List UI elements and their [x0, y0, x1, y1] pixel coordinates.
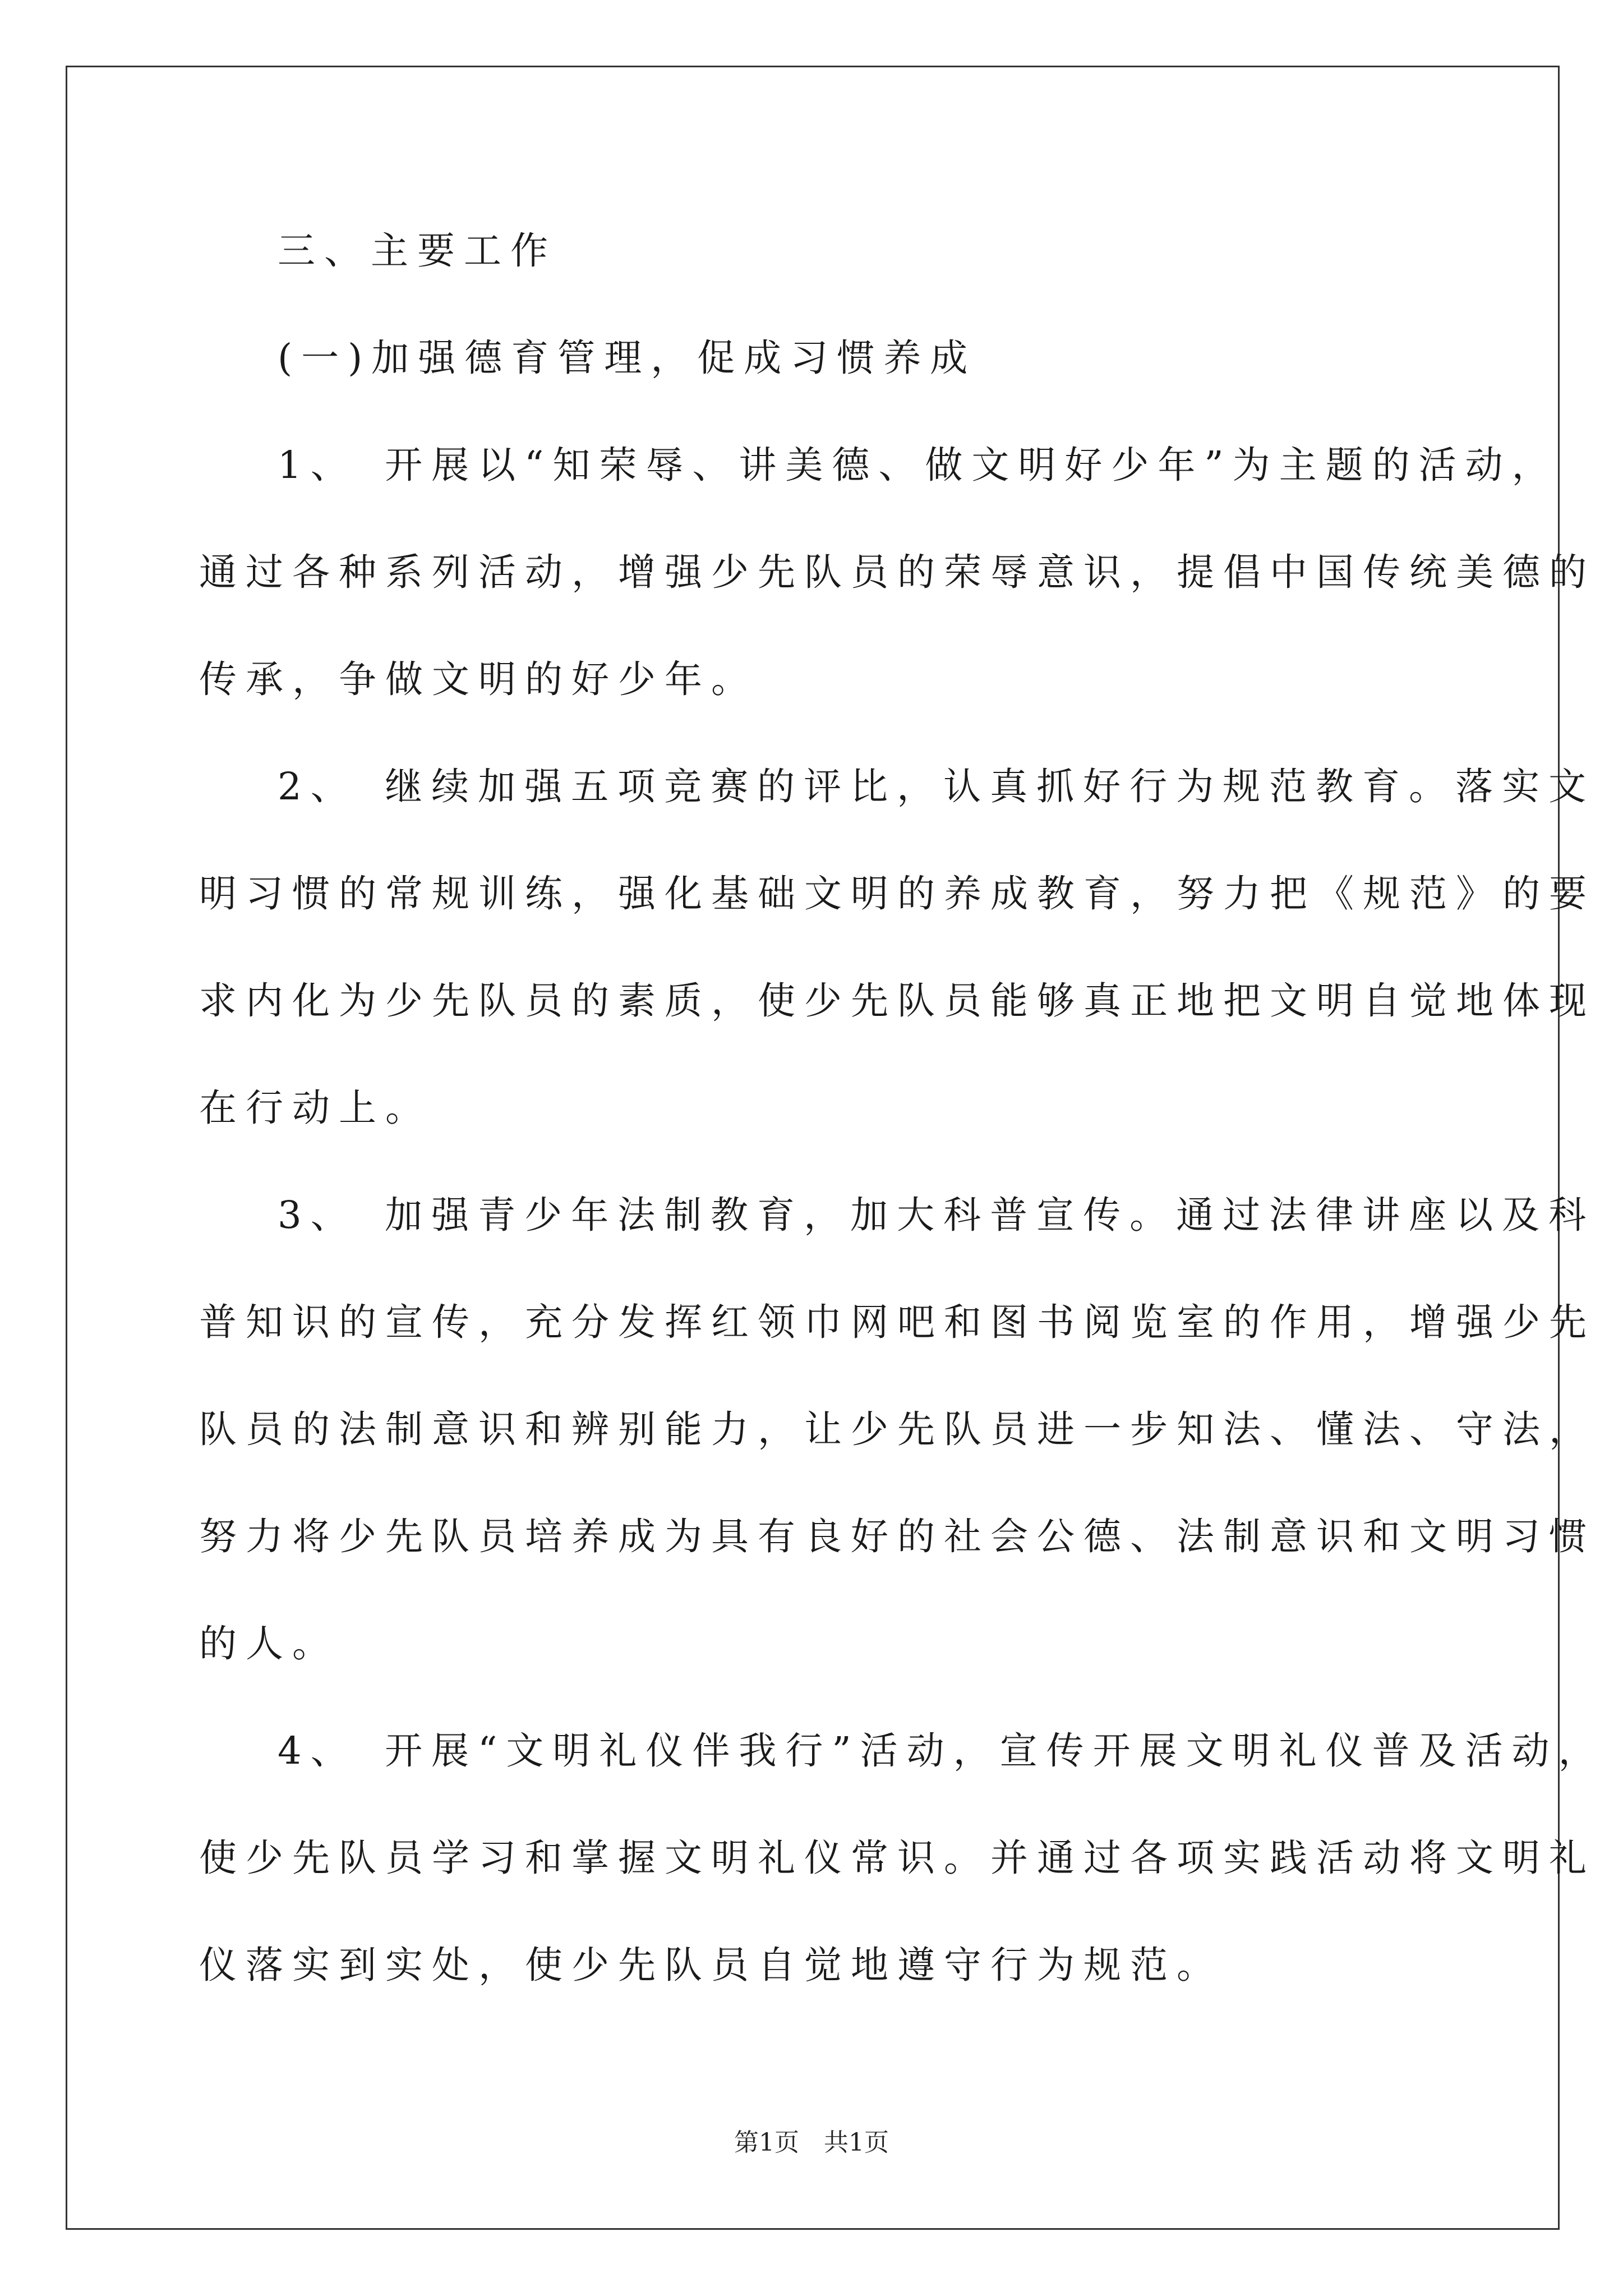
subsection-heading: (一)加强德育管理，促成习惯养成	[278, 336, 977, 380]
paragraph-line: 2、 继续加强五项竞赛的评比，认真抓好行为规范教育。落实文	[278, 765, 1596, 808]
paragraph-line: 普知识的宣传，充分发挥红领巾网吧和图书阅览室的作用，增强少先	[199, 1300, 1596, 1344]
paragraph-1	[199, 439, 1596, 706]
paragraph-line: 通过各种系列活动，增强少先队员的荣辱意识，提倡中国传统美德的	[199, 550, 1596, 594]
paragraph-line: 使少先队员学习和掌握文明礼仪常识。并通过各项实践活动将文明礼	[199, 1836, 1596, 1880]
paragraph-4	[199, 1724, 1605, 1991]
paragraph-line: 仪落实到实处，使少先队员自觉地遵守行为规范。	[199, 1943, 1223, 1987]
paragraph-line: 明习惯的常规训练，强化基础文明的养成教育，努力把《规范》的要	[199, 872, 1596, 915]
section-heading: 三、主要工作	[278, 229, 557, 273]
paragraph-line: 的人。	[199, 1622, 339, 1665]
paragraph-line: 传承，争做文明的好少年。	[199, 657, 758, 701]
document-body	[199, 224, 1605, 2046]
paragraph-2	[199, 760, 1596, 1134]
paragraph-line: 队员的法制意识和辨别能力，让少先队员进一步知法、懂法、守法，	[199, 1407, 1596, 1451]
paragraph-line: 4、 开展“文明礼仪伴我行”活动，宣传开展文明礼仪普及活动，	[278, 1729, 1605, 1773]
paragraph-3	[199, 1189, 1596, 1670]
paragraph-line: 努力将少先队员培养成为具有良好的社会公德、法制意识和文明习惯	[199, 1515, 1596, 1558]
page-number-footer: 第1页 共1页	[734, 2128, 889, 2157]
paragraph-line: 在行动上。	[199, 1086, 432, 1130]
paragraph-line: 求内化为少先队员的素质，使少先队员能够真正地把文明自觉地体现	[199, 979, 1596, 1023]
paragraph-line: 3、 加强青少年法制教育，加大科普宣传。通过法律讲座以及科	[278, 1193, 1596, 1237]
paragraph-line: 1、 开展以“知荣辱、讲美德、做文明好少年”为主题的活动，	[278, 443, 1559, 487]
